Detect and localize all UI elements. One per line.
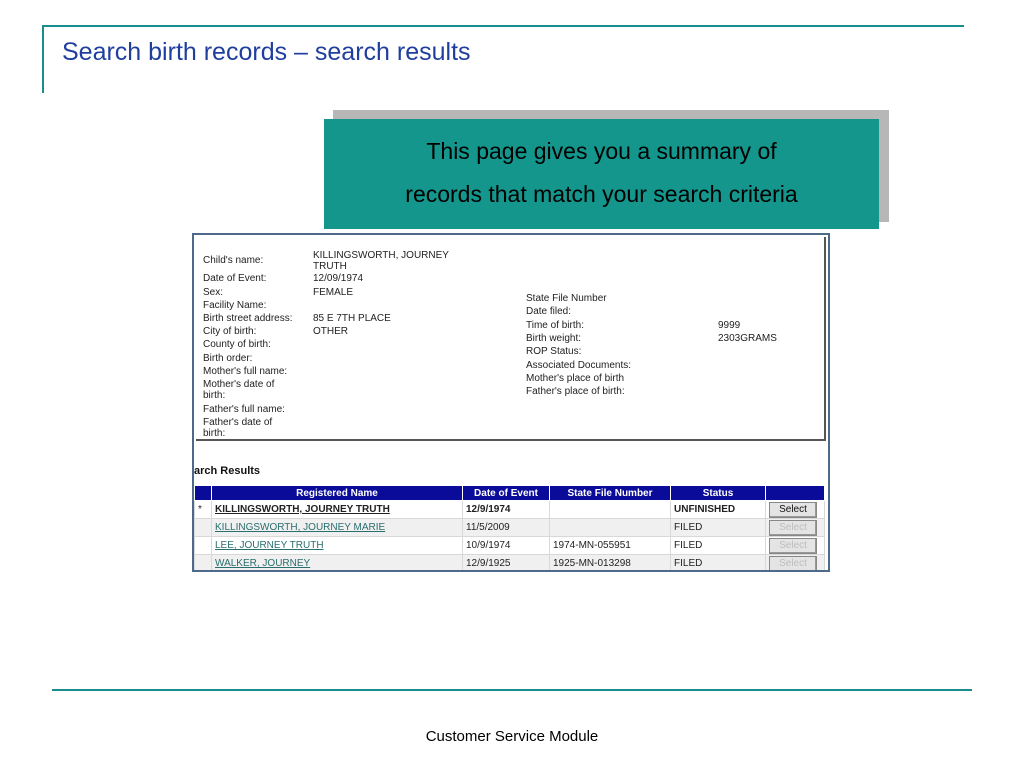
table-row [195, 501, 825, 519]
state-file-number-label: State File Number [526, 293, 607, 304]
mothers-dob-label: Mother's date of birth: [203, 379, 275, 401]
date-of-event-cell: 12/9/1974 [463, 501, 550, 519]
slide-title: Search birth records – search results [62, 38, 471, 66]
birth-weight-value: 2303GRAMS [718, 333, 777, 344]
time-of-birth-label: Time of birth: [526, 320, 584, 331]
footer-text: Customer Service Module [425, 728, 599, 745]
mothers-place-of-birth-label: Mother's place of birth [526, 373, 625, 384]
status-cell: FILED [671, 519, 766, 537]
left-rule [42, 25, 44, 93]
date-of-event-cell: 11/5/2009 [463, 519, 550, 537]
search-results-heading: arch Results [194, 465, 261, 477]
date-of-event-cell: 10/9/1974 [463, 537, 550, 555]
date-of-event-cell: 12/9/1925 [463, 555, 550, 573]
row-marker [195, 537, 212, 555]
callout-line-2: records that match your search criteria [405, 181, 798, 207]
registered-name-link[interactable]: LEE, JOURNEY TRUTH [215, 540, 324, 551]
search-results-table [194, 485, 825, 572]
table-row [195, 555, 825, 573]
callout-box [324, 119, 879, 229]
select-button[interactable]: Select [769, 502, 817, 518]
birth-street-address-label: Birth street address: [203, 313, 293, 324]
status-cell: FILED [671, 537, 766, 555]
time-of-birth-value: 9999 [718, 320, 741, 331]
bottom-rule [52, 689, 972, 691]
date-filed-label: Date filed: [526, 306, 572, 317]
rop-status-label: ROP Status: [526, 346, 582, 357]
state-file-number-cell: 1974-MN-055951 [550, 537, 671, 555]
table-row [195, 537, 825, 555]
column-action [766, 486, 825, 501]
column-status: Status [671, 486, 766, 501]
state-file-number-cell: 1925-MN-013298 [550, 555, 671, 573]
select-button[interactable]: Select [769, 556, 817, 572]
date-of-event-label: Date of Event: [203, 273, 267, 284]
county-of-birth-label: County of birth: [203, 339, 271, 350]
registered-name-link[interactable]: WALKER, JOURNEY [215, 558, 311, 569]
select-button[interactable]: Select [769, 538, 817, 554]
callout-line-1: This page gives you a summary of [426, 138, 777, 164]
fathers-place-of-birth-label: Father's place of birth: [526, 386, 625, 397]
status-cell: FILED [671, 555, 766, 573]
column-marker [195, 486, 212, 501]
mothers-full-name-label: Mother's full name: [203, 366, 288, 377]
sex-value: FEMALE [313, 287, 354, 298]
row-marker: * [195, 501, 212, 519]
city-of-birth-label: City of birth: [203, 326, 257, 337]
fathers-dob-label: Father's date of birth: [203, 417, 273, 439]
date-of-event-value: 12/09/1974 [313, 273, 364, 284]
birth-street-address-value: 85 E 7TH PLACE [313, 313, 391, 324]
associated-documents-label: Associated Documents: [526, 360, 632, 371]
birth-order-label: Birth order: [203, 353, 253, 364]
status-cell: UNFINISHED [671, 501, 766, 519]
row-marker [195, 555, 212, 573]
record-detail-panel [196, 237, 826, 441]
sex-label: Sex: [203, 287, 224, 298]
column-registered-name: Registered Name [212, 486, 463, 501]
facility-name-label: Facility Name: [203, 300, 267, 311]
table-row [195, 519, 825, 537]
screenshot-panel [192, 233, 830, 572]
child-name-label: Child's name: [203, 255, 264, 266]
column-date-of-event: Date of Event [463, 486, 550, 501]
registered-name-link[interactable]: KILLINGSWORTH, JOURNEY MARIE [215, 522, 386, 533]
state-file-number-cell [550, 501, 671, 519]
registered-name-link[interactable]: KILLINGSWORTH, JOURNEY TRUTH [215, 504, 390, 515]
state-file-number-cell [550, 519, 671, 537]
city-of-birth-value: OTHER [313, 326, 348, 337]
column-state-file-number: State File Number [550, 486, 671, 501]
row-marker [195, 519, 212, 537]
select-button[interactable]: Select [769, 520, 817, 536]
top-rule [42, 25, 964, 27]
child-name-value: KILLINGSWORTH, JOURNEY TRUTH [313, 250, 449, 272]
fathers-full-name-label: Father's full name: [203, 404, 285, 415]
table-header-row [195, 486, 825, 501]
birth-weight-label: Birth weight: [526, 333, 582, 344]
